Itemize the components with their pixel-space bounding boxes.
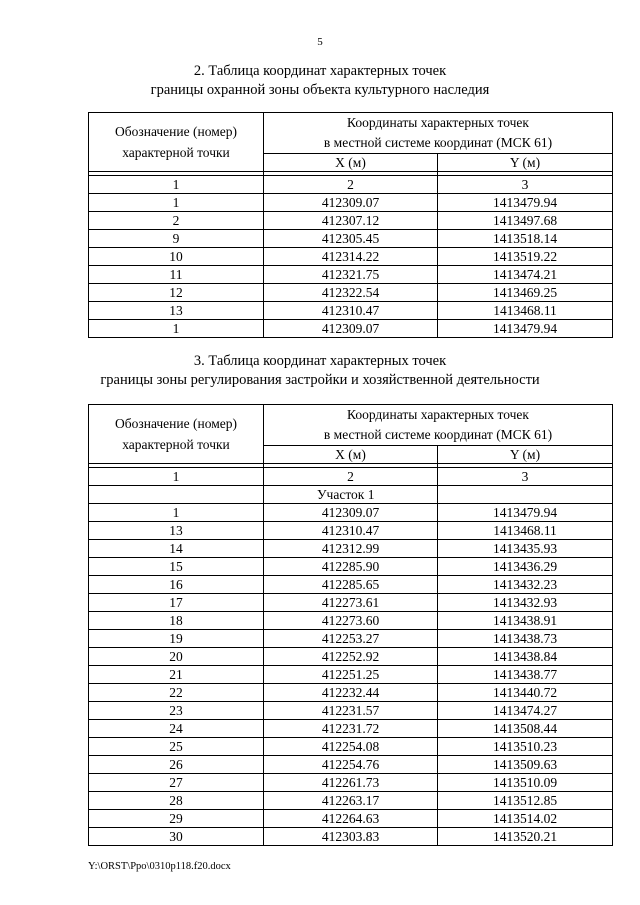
table3-col1-header-line1: Обозначение (номер)	[115, 416, 237, 431]
table3-title-line2: границы зоны регулирования застройки и хозяйственной деятельности	[100, 372, 540, 388]
table3-section-empty-cell	[438, 486, 613, 504]
table3-row	[89, 630, 613, 648]
table3-cell-point: 22	[89, 684, 264, 702]
table3-row	[89, 612, 613, 630]
table3-numbering-cell: 3	[438, 468, 613, 486]
table2-cell-y: 1413479.94	[438, 194, 613, 212]
table2-cell-point: 13	[89, 302, 264, 320]
table2-cell-point: 9	[89, 230, 264, 248]
table3-cell-y: 1413479.94	[438, 504, 613, 522]
table3-row	[89, 810, 613, 828]
table3-cell-point: 24	[89, 720, 264, 738]
table3-cell-y: 1413510.23	[438, 738, 613, 756]
table3-cell-x: 412231.57	[264, 702, 438, 720]
table3-cell-point: 25	[89, 738, 264, 756]
table3-cell-x: 412312.99	[264, 540, 438, 558]
table3-section-label: Участок 1	[264, 486, 438, 504]
table3-row	[89, 720, 613, 738]
table3-cell-y: 1413514.02	[438, 810, 613, 828]
table3-cell-point: 14	[89, 540, 264, 558]
table2-row	[89, 302, 613, 320]
table3-cell-x: 412264.63	[264, 810, 438, 828]
table3-cell-x: 412303.83	[264, 828, 438, 846]
table2-col1-header-line1: Обозначение (номер)	[115, 124, 237, 139]
table2-numbering-cell: 3	[438, 176, 613, 194]
table2-cell-point: 1	[89, 194, 264, 212]
table3	[88, 404, 613, 846]
table3-cell-point: 20	[89, 648, 264, 666]
table2-cell-x: 412321.75	[264, 266, 438, 284]
table2-col1-header-line2: характерной точки	[122, 145, 230, 160]
table3-cell-point: 18	[89, 612, 264, 630]
table3-cell-y: 1413512.85	[438, 792, 613, 810]
table3-cell-point: 13	[89, 522, 264, 540]
table2-cell-point: 12	[89, 284, 264, 302]
table2-cell-y: 1413474.21	[438, 266, 613, 284]
table3-coords-header-line1: Координаты характерных точек	[347, 407, 529, 422]
table2-row	[89, 248, 613, 266]
table2-row	[89, 212, 613, 230]
table3-row	[89, 648, 613, 666]
table3-cell-x: 412310.47	[264, 522, 438, 540]
table2-coords-header-line1: Координаты характерных точек	[347, 115, 529, 130]
table2-row	[89, 266, 613, 284]
table3-row	[89, 558, 613, 576]
table3-cell-point: 30	[89, 828, 264, 846]
table3-cell-point: 26	[89, 756, 264, 774]
table3-row	[89, 684, 613, 702]
table2-y-header: Y (м)	[438, 154, 613, 172]
table2-cell-point: 10	[89, 248, 264, 266]
table3-cell-y: 1413435.93	[438, 540, 613, 558]
table3-cell-point: 28	[89, 792, 264, 810]
table3-row	[89, 774, 613, 792]
table2-row	[89, 230, 613, 248]
table3-cell-y: 1413520.21	[438, 828, 613, 846]
table3-cell-y: 1413510.09	[438, 774, 613, 792]
table2-cell-point: 2	[89, 212, 264, 230]
table3-x-header: X (м)	[264, 446, 438, 464]
table3-row	[89, 594, 613, 612]
table2-title	[0, 62, 640, 100]
table3-cell-y: 1413438.73	[438, 630, 613, 648]
table3-cell-y: 1413468.11	[438, 522, 613, 540]
table2-cell-x: 412310.47	[264, 302, 438, 320]
table2-cell-x: 412309.07	[264, 194, 438, 212]
table3-cell-point: 27	[89, 774, 264, 792]
table2	[88, 112, 613, 338]
table3-cell-y: 1413440.72	[438, 684, 613, 702]
table3-cell-point: 17	[89, 594, 264, 612]
table3-coords-header-line2: в местной системе координат (МСК 61)	[323, 427, 553, 442]
table3-numbering-cell: 2	[264, 468, 438, 486]
table3-cell-y: 1413508.44	[438, 720, 613, 738]
table2-cell-y: 1413469.25	[438, 284, 613, 302]
table3-cell-point: 29	[89, 810, 264, 828]
table3-row	[89, 702, 613, 720]
table3-cell-point: 16	[89, 576, 264, 594]
table2-cell-point: 11	[89, 266, 264, 284]
table3-cell-y: 1413436.29	[438, 558, 613, 576]
table3-row	[89, 540, 613, 558]
table3-cell-x: 412253.27	[264, 630, 438, 648]
table2-col1-header	[89, 113, 264, 172]
table3-cell-point: 15	[89, 558, 264, 576]
table2-row	[89, 284, 613, 302]
table2-numbering-cell: 1	[89, 176, 264, 194]
table3-y-header: Y (м)	[438, 446, 613, 464]
table3-cell-x: 412252.92	[264, 648, 438, 666]
table3-title	[0, 352, 640, 390]
table3-cell-y: 1413438.84	[438, 648, 613, 666]
table3-row	[89, 738, 613, 756]
table3-row	[89, 522, 613, 540]
table3-cell-x: 412285.65	[264, 576, 438, 594]
page-number: 5	[317, 36, 323, 48]
table2-coords-header	[264, 113, 613, 154]
table2-cell-x: 412314.22	[264, 248, 438, 266]
table3-cell-x: 412231.72	[264, 720, 438, 738]
table3-cell-x: 412273.60	[264, 612, 438, 630]
table3-cell-x: 412285.90	[264, 558, 438, 576]
table3-section-empty-cell	[89, 486, 264, 504]
table2-row	[89, 194, 613, 212]
table3-cell-x: 412254.76	[264, 756, 438, 774]
table3-cell-x: 412251.25	[264, 666, 438, 684]
table3-row	[89, 828, 613, 846]
table3-cell-x: 412273.61	[264, 594, 438, 612]
table2-cell-x: 412305.45	[264, 230, 438, 248]
table2-cell-y: 1413497.68	[438, 212, 613, 230]
table3-cell-point: 23	[89, 702, 264, 720]
table2-row	[89, 320, 613, 338]
table3-cell-y: 1413432.23	[438, 576, 613, 594]
table3-col1-header	[89, 405, 264, 464]
table2-cell-x: 412322.54	[264, 284, 438, 302]
table3-row	[89, 504, 613, 522]
table2-numbering-cell: 2	[264, 176, 438, 194]
table3-row	[89, 666, 613, 684]
table3-cell-y: 1413438.77	[438, 666, 613, 684]
table3-row	[89, 576, 613, 594]
table3-col1-header-line2: характерной точки	[122, 437, 230, 452]
table3-cell-x: 412232.44	[264, 684, 438, 702]
table3-cell-y: 1413438.91	[438, 612, 613, 630]
table3-row	[89, 792, 613, 810]
table3-cell-x: 412309.07	[264, 504, 438, 522]
table2-cell-point: 1	[89, 320, 264, 338]
table2-cell-x: 412307.12	[264, 212, 438, 230]
footer-file-path: Y:\ORST\Ppo\0310p118.f20.docx	[88, 861, 231, 872]
table2-cell-y: 1413479.94	[438, 320, 613, 338]
table3-cell-y: 1413432.93	[438, 594, 613, 612]
table2-cell-y: 1413519.22	[438, 248, 613, 266]
table3-cell-point: 21	[89, 666, 264, 684]
table2-cell-y: 1413518.14	[438, 230, 613, 248]
table3-cell-point: 19	[89, 630, 264, 648]
table3-cell-point: 1	[89, 504, 264, 522]
table3-cell-y: 1413509.63	[438, 756, 613, 774]
table3-cell-x: 412254.08	[264, 738, 438, 756]
table2-title-line2: границы охранной зоны объекта культурного наследия	[150, 82, 490, 98]
table2-title-line1: 2. Таблица координат характерных точек	[193, 63, 447, 79]
table2-cell-y: 1413468.11	[438, 302, 613, 320]
table3-cell-x: 412263.17	[264, 792, 438, 810]
table3-cell-x: 412261.73	[264, 774, 438, 792]
table3-row	[89, 756, 613, 774]
table2-cell-x: 412309.07	[264, 320, 438, 338]
table3-numbering-cell: 1	[89, 468, 264, 486]
table2-x-header: X (м)	[264, 154, 438, 172]
table3-cell-y: 1413474.27	[438, 702, 613, 720]
table3-coords-header	[264, 405, 613, 446]
table2-coords-header-line2: в местной системе координат (МСК 61)	[323, 135, 553, 150]
table3-title-line1: 3. Таблица координат характерных точек	[193, 353, 447, 369]
